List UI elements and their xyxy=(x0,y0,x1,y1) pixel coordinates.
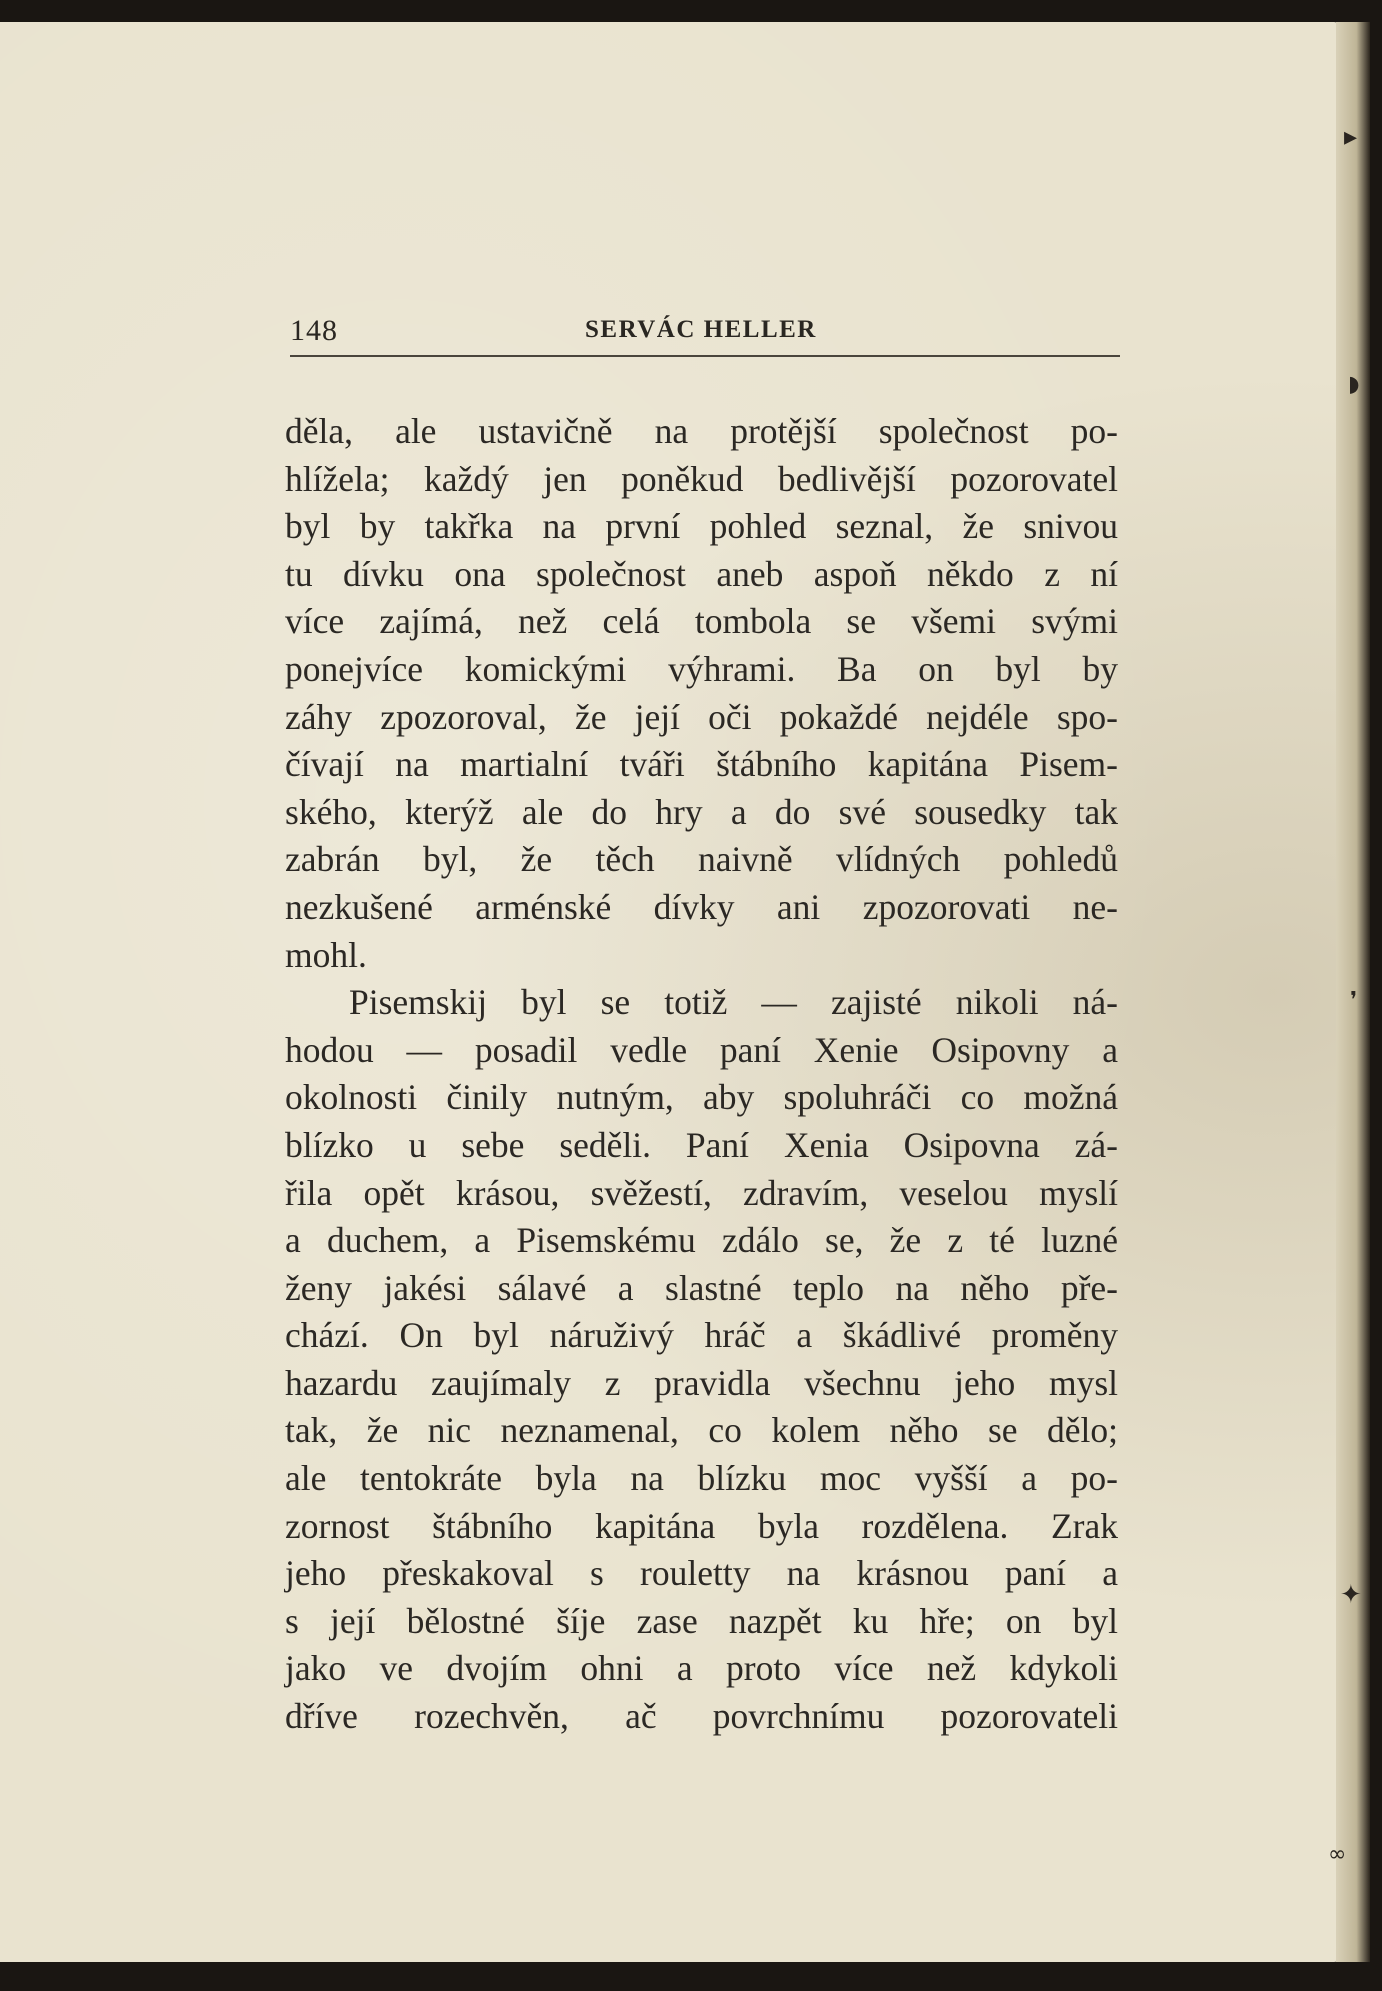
text-line: hlížela; každý jen poněkud bedlivější pozorovatel xyxy=(285,458,1118,499)
text-line: a duchem, a Pisemskému zdálo se, že z té luzné xyxy=(285,1220,1118,1261)
text-line: tak, že nic neznamenal, co kolem něho se dělo; xyxy=(285,1410,1118,1451)
text-line: tu dívku ona společnost aneb aspoň někdo z ní xyxy=(285,553,1118,594)
body-text xyxy=(285,408,1118,1741)
text-line: ského, kterýž ale do hry a do své sousedky tak xyxy=(285,791,1118,832)
binding-mark-icon: ◗ xyxy=(1348,372,1360,397)
text-line: zornost štábního kapitána byla rozdělena. Zrak xyxy=(285,1505,1118,1546)
binding-mark-icon: ❜ xyxy=(1350,988,1358,1013)
binding-mark-icon: ✦ xyxy=(1340,1580,1362,1610)
paragraph-2 xyxy=(285,979,1118,1741)
text-line: hazardu zaujímaly z pravidla všechnu jeho mysl xyxy=(285,1362,1118,1403)
text-line: čívají na martialní tváři štábního kapitána Pisem- xyxy=(285,744,1118,785)
text-line: jako ve dvojím ohni a proto více než kdykoli xyxy=(285,1648,1118,1689)
text-line: hodou — posadil vedle paní Xenie Osipovny a xyxy=(285,1029,1118,1070)
text-line: záhy zpozoroval, že její oči pokaždé nejdéle spo- xyxy=(285,696,1118,737)
text-line: více zajímá, než celá tombola se všemi svými xyxy=(285,601,1118,642)
binding-mark-icon: ▸ xyxy=(1344,122,1358,152)
text-line: jeho přeskakoval s rouletty na krásnou paní a xyxy=(285,1553,1118,1594)
text-line: s její bělostné šíje zase nazpět ku hře; on byl xyxy=(285,1600,1118,1641)
text-line: Pisemskij byl se totiž — zajisté nikoli ná- xyxy=(349,982,1118,1023)
text-line: chází. On byl náruživý hráč a škádlivé proměny xyxy=(285,1315,1118,1356)
text-line: okolnosti činily nutným, aby spoluhráči co možná xyxy=(285,1077,1118,1118)
text-line: dříve rozechvěn, ač povrchnímu pozorovateli xyxy=(285,1696,1118,1737)
header-rule xyxy=(290,355,1120,357)
running-title: SERVÁC HELLER xyxy=(585,316,817,343)
text-line: nezkušené arménské dívky ani zpozorovati ne- xyxy=(285,886,1118,927)
text-line: děla, ale ustavičně na protější společnost po- xyxy=(285,411,1118,451)
paragraph-1 xyxy=(285,408,1118,979)
text-line: ale tentokráte byla na blízku moc vyšší a po- xyxy=(285,1458,1118,1499)
text-line: byl by takřka na první pohled seznal, že snivou xyxy=(285,506,1118,547)
binding-mark-icon: ∞ xyxy=(1328,1842,1347,1867)
text-line: mohl. xyxy=(285,934,367,975)
page-number: 148 xyxy=(290,314,338,347)
text-line: ponejvíce komickými výhrami. Ba on byl by xyxy=(285,648,1118,689)
text-line: řila opět krásou, svěžestí, zdravím, veselou myslí xyxy=(285,1172,1118,1213)
text-line: zabrán byl, že těch naivně vlídných pohledů xyxy=(285,839,1118,880)
running-header xyxy=(290,308,1120,348)
text-line: ženy jakési sálavé a slastné teplo na něho pře- xyxy=(285,1267,1118,1308)
text-line: blízko u sebe seděli. Paní Xenia Osipovna zá- xyxy=(285,1124,1118,1165)
